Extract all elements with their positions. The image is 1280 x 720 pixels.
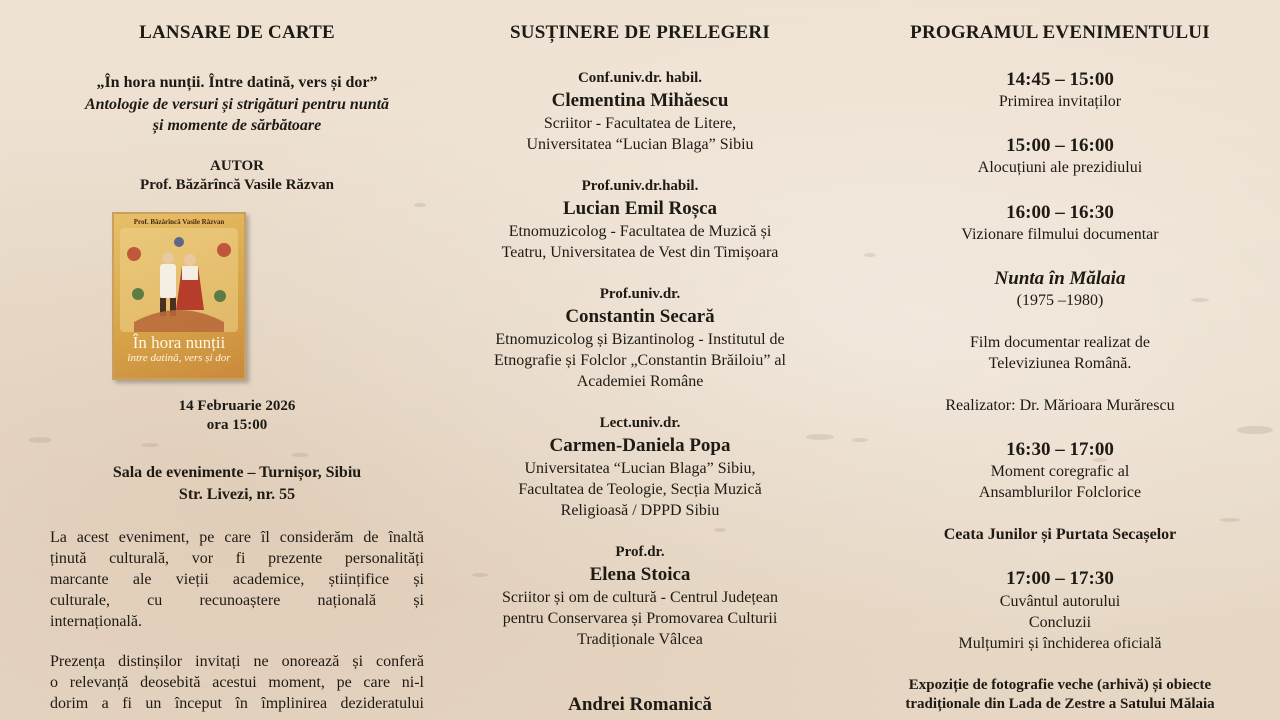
speaker-name: Clementina Mihăescu [551, 90, 729, 111]
speaker-name: Constantin Secară [565, 306, 715, 327]
intro-paragraph [50, 527, 424, 632]
paragraph-line: La acest eveniment, pe care îl considerăm de înaltă [50, 529, 424, 546]
speaker-title: Prof.univ.dr. [599, 286, 681, 302]
speaker-affiliation: Tradiționale Vâlcea [577, 631, 703, 648]
schedule-description: Cuvântul autorului [999, 593, 1121, 610]
program-heading: PROGRAMUL EVENIMENTULUI [910, 22, 1210, 43]
speaker-affiliation: Academiei Române [576, 373, 704, 390]
schedule-time: 14:45 – 15:00 [1006, 69, 1114, 90]
speaker-name: Andrei Romanică [568, 694, 712, 715]
cover-title: În hora nunții [132, 333, 226, 352]
schedule-description: Moment coregrafic al [990, 463, 1130, 480]
book-title: „În hora nunții. Între datină, vers și dor” [96, 74, 378, 91]
schedule-description: Primirea invitaților [998, 93, 1122, 110]
folk-groups: Ceata Junilor și Purtata Secașelor [943, 526, 1177, 543]
film-years: (1975 –1980) [1016, 292, 1104, 309]
film-description: Televiziunea Română. [988, 355, 1132, 372]
paragraph-line: ținută culturală, vor fi prezente personalități [50, 550, 424, 567]
speaker-name: Elena Stoica [589, 564, 691, 585]
paragraph-line: dorim a fi un început în împlinirea dezideratului [50, 695, 424, 712]
film-director: Realizator: Dr. Mărioara Murărescu [945, 397, 1175, 414]
speaker-title: Prof.univ.dr.habil. [581, 178, 699, 194]
event-time: ora 15:00 [206, 417, 268, 433]
speaker-title: Prof.dr. [615, 544, 665, 560]
schedule-time: 16:30 – 17:00 [1006, 439, 1114, 460]
schedule-time: 17:00 – 17:30 [1006, 568, 1114, 589]
schedule-description: Alocuțiuni ale prezidiului [977, 159, 1143, 176]
film-title: Nunta în Mălaia [994, 268, 1126, 289]
speaker-title: Lect.univ.dr. [599, 415, 681, 431]
speaker-affiliation: Scriitor - Facultatea de Litere, [543, 115, 737, 132]
exhibition-note: Expoziție de fotografie veche (arhivă) și obiecte [908, 677, 1212, 693]
cover-subtitle: între datină, vers și dor [127, 352, 231, 364]
schedule-description: Vizionare filmului documentar [961, 226, 1159, 243]
paragraph-line: o relevanță deosebită acestui moment, pe care ni-l [50, 674, 424, 691]
speaker-affiliation: Teatru, Universitatea de Vest din Timișoara [501, 244, 779, 261]
schedule-time: 15:00 – 16:00 [1006, 135, 1114, 156]
speaker-affiliation: Etnomuzicolog și Bizantinolog - Institutul de [495, 331, 785, 348]
book-cover-image [112, 212, 246, 380]
schedule-description: Ansamblurilor Folclorice [978, 484, 1142, 501]
lectures-heading: SUSȚINERE DE PRELEGERI [510, 22, 770, 43]
exhibition-note: tradiționale din Lada de Zestre a Satului Mălaia [905, 696, 1215, 712]
schedule-description: Mulțumiri și închiderea oficială [958, 635, 1162, 652]
speaker-affiliation: Scriitor și om de cultură - Centrul Județean [502, 589, 778, 606]
speaker-affiliation: Religioasă / DPPD Sibiu [560, 502, 720, 519]
speaker-title: Conf.univ.dr. habil. [577, 70, 703, 86]
paragraph-line: Prezența distinșilor invitați ne onorează și conferă [50, 653, 424, 670]
speaker-affiliation: Universitatea “Lucian Blaga” Sibiu [526, 136, 754, 153]
schedule-description: Concluzii [1028, 614, 1092, 631]
speaker-name: Carmen-Daniela Popa [549, 435, 731, 456]
book-launch-heading: LANSARE DE CARTE [139, 22, 335, 43]
event-date: 14 Februarie 2026 [178, 398, 296, 414]
author-name: Prof. Băzărîncă Vasile Răzvan [140, 177, 334, 193]
speaker-affiliation: pentru Conservarea și Promovarea Culturii [502, 610, 778, 627]
paragraph-line: culturale, cu recunoaștere națională și [50, 592, 424, 609]
speaker-affiliation: Universitatea “Lucian Blaga” Sibiu, [524, 460, 756, 477]
event-venue: Sala de evenimente – Turnișor, Sibiu [112, 464, 362, 481]
schedule-time: 16:00 – 16:30 [1006, 202, 1114, 223]
speaker-affiliation: Etnografie și Folclor „Constantin Brăiloiu” al [494, 352, 786, 369]
cover-author: Prof. Băzărîncă Vasile Răzvan [133, 218, 225, 226]
paragraph-line: marcante ale vieții academice, științifice și [50, 571, 424, 588]
guests-paragraph [50, 651, 424, 714]
book-subtitle-line1: Antologie de versuri și strigături pentru nuntă [84, 96, 390, 113]
book-subtitle-line2: și momente de sărbătoare [152, 117, 322, 134]
speaker-affiliation: Facultatea de Teologie, Secția Muzică [518, 481, 762, 498]
speaker-affiliation: Etnomuzicolog - Facultatea de Muzică și [508, 223, 772, 240]
paragraph-line: internațională. [50, 613, 142, 630]
author-label: AUTOR [210, 158, 264, 174]
event-address: Str. Livezi, nr. 55 [178, 486, 296, 503]
film-description: Film documentar realizat de [970, 334, 1150, 351]
speaker-name: Lucian Emil Roșca [562, 198, 718, 219]
